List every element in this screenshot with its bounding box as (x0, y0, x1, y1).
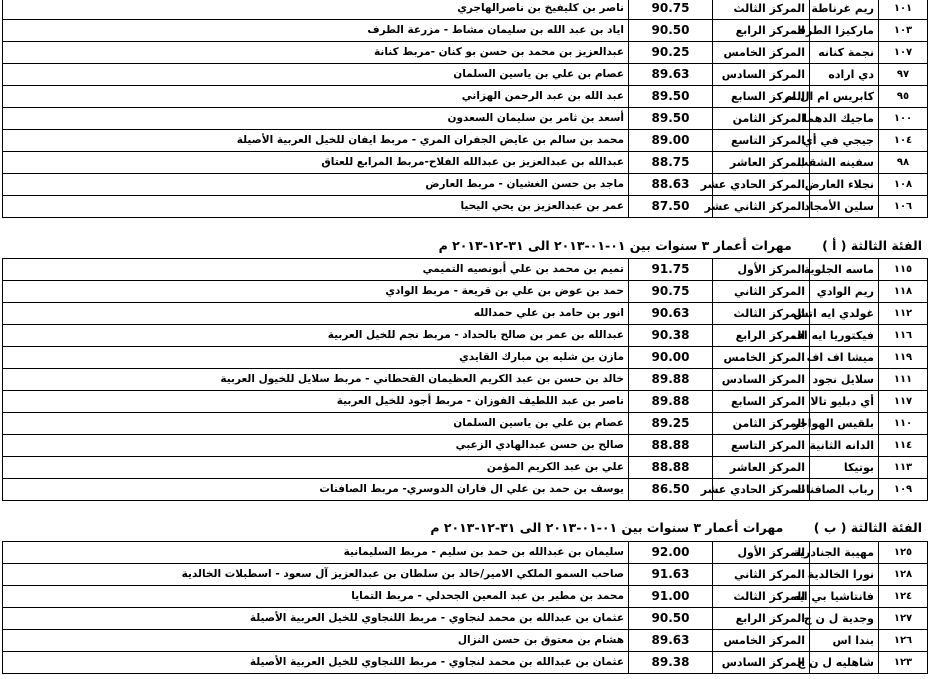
rank: المركز الأول (713, 542, 810, 564)
owner-name: محمد بن سالم بن عايض الجفران المري - مربط ايفان للخيل العربية الأصيلة (3, 130, 629, 152)
entry-number: ١٠٤ (879, 130, 928, 152)
rank: المركز السادس (713, 64, 810, 86)
entry-number: ١٠١ (879, 0, 928, 20)
owner-name: اياد بن عبد الله بن سليمان مشاط - مزرعة الطرف (3, 20, 629, 42)
entry-number: ١١١ (879, 369, 928, 391)
rank: المركز السادس (713, 652, 810, 674)
table-row (3, 435, 928, 457)
entry-number: ١٠٩ (879, 479, 928, 501)
owner-name: عثمان بن عبدالله بن محمد لنجاوي - مربط اللنجاوي للخيل العربية الأصيلة (3, 608, 629, 630)
entry-number: ١٠٣ (879, 20, 928, 42)
owner-name: عصام بن علي بن ياسين السلمان (3, 64, 629, 86)
table-row (3, 0, 928, 20)
table-row (3, 586, 928, 608)
score: 90.38 (629, 325, 713, 347)
table-row (3, 369, 928, 391)
horse-name: ميشا اف اف (810, 347, 879, 369)
rank: المركز الثاني (713, 281, 810, 303)
table-row (3, 152, 928, 174)
owner-name: عبدالله بن عبدالعزيز بن عبدالله الفلاح-مربط المرابع للعتاق (3, 152, 629, 174)
rank: المركز التاسع (713, 435, 810, 457)
table-row (3, 652, 928, 674)
rank: المركز الرابع (713, 325, 810, 347)
rows-1 (3, 0, 928, 218)
owner-name: صالح بن حسن عبدالهادي الزعبي (3, 435, 629, 457)
rank: المركز الحادي عشر (713, 479, 810, 501)
owner-name: صاحب السمو الملكي الامير/خالد بن سلطان بن عبدالعزيز آل سعود - اسطبلات الخالدية (3, 564, 629, 586)
rank: المركز الرابع (713, 608, 810, 630)
score: 90.63 (629, 303, 713, 325)
owner-name: ناصر بن كليفيخ بن ناصرالهاجري (3, 0, 629, 20)
horse-name: دي اراده (810, 64, 879, 86)
entry-number: ١٢٦ (879, 630, 928, 652)
owner-name: محمد بن مطير بن عبد المعين الجحدلي - مربط التمايا (3, 586, 629, 608)
category-title: مهرات أعمار ٣ سنوات بين ٠١-٠١-٢٠١٣ الى ٣١-١٢-٢٠١٣ م (430, 520, 784, 535)
score: 88.88 (629, 435, 713, 457)
horse-name: ريم غرناطة (810, 0, 879, 20)
entry-number: ١٢٧ (879, 608, 928, 630)
rank: المركز الحادي عشر (713, 174, 810, 196)
horse-name: وجدية ل ن ج (810, 608, 879, 630)
score: 89.88 (629, 369, 713, 391)
horse-name: شاهليه ل ن ج (810, 652, 879, 674)
entry-number: ١٢٨ (879, 564, 928, 586)
score: 86.50 (629, 479, 713, 501)
section-heading-3 (0, 519, 922, 537)
score: 89.50 (629, 86, 713, 108)
entry-number: ١٠٦ (879, 196, 928, 218)
score: 91.00 (629, 586, 713, 608)
rank: المركز الثامن (713, 413, 810, 435)
horse-name: بلقيس الهواجر (810, 413, 879, 435)
entry-number: ١٢٤ (879, 586, 928, 608)
horse-name: فيكتوريا ايه اف (810, 325, 879, 347)
owner-name: علي بن عبد الكريم المؤمن (3, 457, 629, 479)
rank: المركز العاشر (713, 457, 810, 479)
section-heading-2 (0, 237, 922, 255)
rank: المركز السابع (713, 86, 810, 108)
score: 89.63 (629, 630, 713, 652)
entry-number: ٩٧ (879, 64, 928, 86)
horse-name: سلين الأمجاد (810, 196, 879, 218)
score: 89.38 (629, 652, 713, 674)
entry-number: ١١٧ (879, 391, 928, 413)
table-row (3, 391, 928, 413)
horse-name: الدانه الثانية (810, 435, 879, 457)
score: 88.88 (629, 457, 713, 479)
rank: المركز الثامن (713, 108, 810, 130)
horse-name: جيجي في أي (810, 130, 879, 152)
rows-2 (3, 259, 928, 501)
score: 89.50 (629, 108, 713, 130)
entry-number: ١١٩ (879, 347, 928, 369)
horse-name: سلايل نجود (810, 369, 879, 391)
results-table-2 (2, 258, 928, 501)
table-row (3, 564, 928, 586)
rows-3 (3, 542, 928, 674)
owner-name: مازن بن شليه بن مبارك القايدي (3, 347, 629, 369)
entry-number: ١٢٥ (879, 542, 928, 564)
horse-name: نورا الخالدية (810, 564, 879, 586)
horse-name: ماركيزا الطرف (810, 20, 879, 42)
entry-number: ٩٥ (879, 86, 928, 108)
table-row (3, 259, 928, 281)
rank: المركز السابع (713, 391, 810, 413)
table-row (3, 413, 928, 435)
owner-name: يوسف بن حمد بن علي ال فاران الدوسري- مربط الصافنات (3, 479, 629, 501)
rank: المركز الثالث (713, 0, 810, 20)
horse-name: ماسه الجلوية (810, 259, 879, 281)
table-row (3, 542, 928, 564)
entry-number: ١١٠ (879, 413, 928, 435)
horse-name: بندا اس (810, 630, 879, 652)
score: 90.50 (629, 20, 713, 42)
entry-number: ١١٤ (879, 435, 928, 457)
entry-number: ١١٥ (879, 259, 928, 281)
entry-number: ١٢٣ (879, 652, 928, 674)
score: 89.00 (629, 130, 713, 152)
horse-name: ماجيك الدهما (810, 108, 879, 130)
horse-name: سفينه الشقب (810, 152, 879, 174)
rank: المركز الخامس (713, 630, 810, 652)
owner-name: عبد الله بن عبد الرحمن الهزاني (3, 86, 629, 108)
horse-name: أي دبليو تالا (810, 391, 879, 413)
results-table-3 (2, 541, 928, 674)
owner-name: تميم بن محمد بن علي أبونصيه التميمي (3, 259, 629, 281)
table-row (3, 325, 928, 347)
owner-name: أسعد بن ثامر بن سليمان السعدون (3, 108, 629, 130)
rank: المركز التاسع (713, 130, 810, 152)
horse-name: فانتاشيا بي ايه (810, 586, 879, 608)
owner-name: عبدالعزيز بن محمد بن حسن بو كنان -مربط كنانة (3, 42, 629, 64)
table-row (3, 608, 928, 630)
owner-name: ناصر بن عبد اللطيف الفوزان - مربط أجود للخيل العربية (3, 391, 629, 413)
entry-number: ١١٨ (879, 281, 928, 303)
horse-name: ريم الوادي (810, 281, 879, 303)
owner-name: خالد بن حسن بن عبد الكريم العظيمان القحطاني - مربط سلايل للخيول العربية (3, 369, 629, 391)
table-row (3, 347, 928, 369)
owner-name: عبدالله بن عمر بن صالح بالحداد - مربط نجم للخيل العربية (3, 325, 629, 347)
rank: المركز الخامس (713, 42, 810, 64)
score: 89.63 (629, 64, 713, 86)
score: 91.75 (629, 259, 713, 281)
rank: المركز الأول (713, 259, 810, 281)
score: 90.50 (629, 608, 713, 630)
category-title: مهرات أعمار ٣ سنوات بين ٠١-٠١-٢٠١٣ الى ٣١-١٢-٢٠١٣ م (438, 238, 792, 253)
horse-name: كابريس ام ال ام (810, 86, 879, 108)
score: 92.00 (629, 542, 713, 564)
rank: المركز الخامس (713, 347, 810, 369)
entry-number: ١١٣ (879, 457, 928, 479)
score: 91.63 (629, 564, 713, 586)
rank: المركز الثالث (713, 586, 810, 608)
table-row (3, 42, 928, 64)
results-table-1 (2, 0, 928, 218)
category-label: الفئة الثالثة ( أ ) (822, 238, 922, 253)
table-row (3, 281, 928, 303)
owner-name: ماجد بن حسن الغشيان - مربط العارض (3, 174, 629, 196)
table-row (3, 457, 928, 479)
table-row (3, 86, 928, 108)
entry-number: ١١٦ (879, 325, 928, 347)
score: 90.75 (629, 0, 713, 20)
rank: المركز العاشر (713, 152, 810, 174)
score: 88.63 (629, 174, 713, 196)
rank: المركز الرابع (713, 20, 810, 42)
table-row (3, 64, 928, 86)
horse-name: نجمة كنانه (810, 42, 879, 64)
owner-name: سليمان بن عبدالله بن حمد بن سليم - مربط السليمانية (3, 542, 629, 564)
score: 90.00 (629, 347, 713, 369)
table-row (3, 196, 928, 218)
table-row (3, 479, 928, 501)
horse-name: بوتيكا (810, 457, 879, 479)
owner-name: عثمان بن عبدالله بن محمد لنجاوي - مربط اللنجاوي للخيل العربية الأصيلة (3, 652, 629, 674)
category-label: الفئة الثالثة ( ب ) (813, 520, 922, 535)
rank: المركز الثالث (713, 303, 810, 325)
entry-number: ١٠٧ (879, 42, 928, 64)
score: 90.75 (629, 281, 713, 303)
table-row (3, 630, 928, 652)
rank: المركز الثاني (713, 564, 810, 586)
score: 87.50 (629, 196, 713, 218)
table-row (3, 108, 928, 130)
horse-name: نجلاء العارض (810, 174, 879, 196)
horse-name: مهيبة الجنادرية (810, 542, 879, 564)
table-row (3, 20, 928, 42)
score: 89.25 (629, 413, 713, 435)
table-row (3, 174, 928, 196)
table-row (3, 130, 928, 152)
score: 90.25 (629, 42, 713, 64)
table-row (3, 303, 928, 325)
owner-name: هشام بن معتوق بن حسن النزال (3, 630, 629, 652)
entry-number: ١٠٠ (879, 108, 928, 130)
entry-number: ١٠٨ (879, 174, 928, 196)
owner-name: حمد بن عوض بن علي بن قريعة - مربط الوادي (3, 281, 629, 303)
owner-name: عصام بن علي بن ياسين السلمان (3, 413, 629, 435)
owner-name: انور بن حامد بن علي حمدالله (3, 303, 629, 325)
entry-number: ١١٢ (879, 303, 928, 325)
score: 88.75 (629, 152, 713, 174)
horse-name: غولدي ايه اتش (810, 303, 879, 325)
score: 89.88 (629, 391, 713, 413)
rank: المركز السادس (713, 369, 810, 391)
rank: المركز الثاني عشر (713, 196, 810, 218)
owner-name: عمر بن عبدالعزيز بن يحي اليحيا (3, 196, 629, 218)
horse-name: رباب الصافنات (810, 479, 879, 501)
entry-number: ٩٨ (879, 152, 928, 174)
